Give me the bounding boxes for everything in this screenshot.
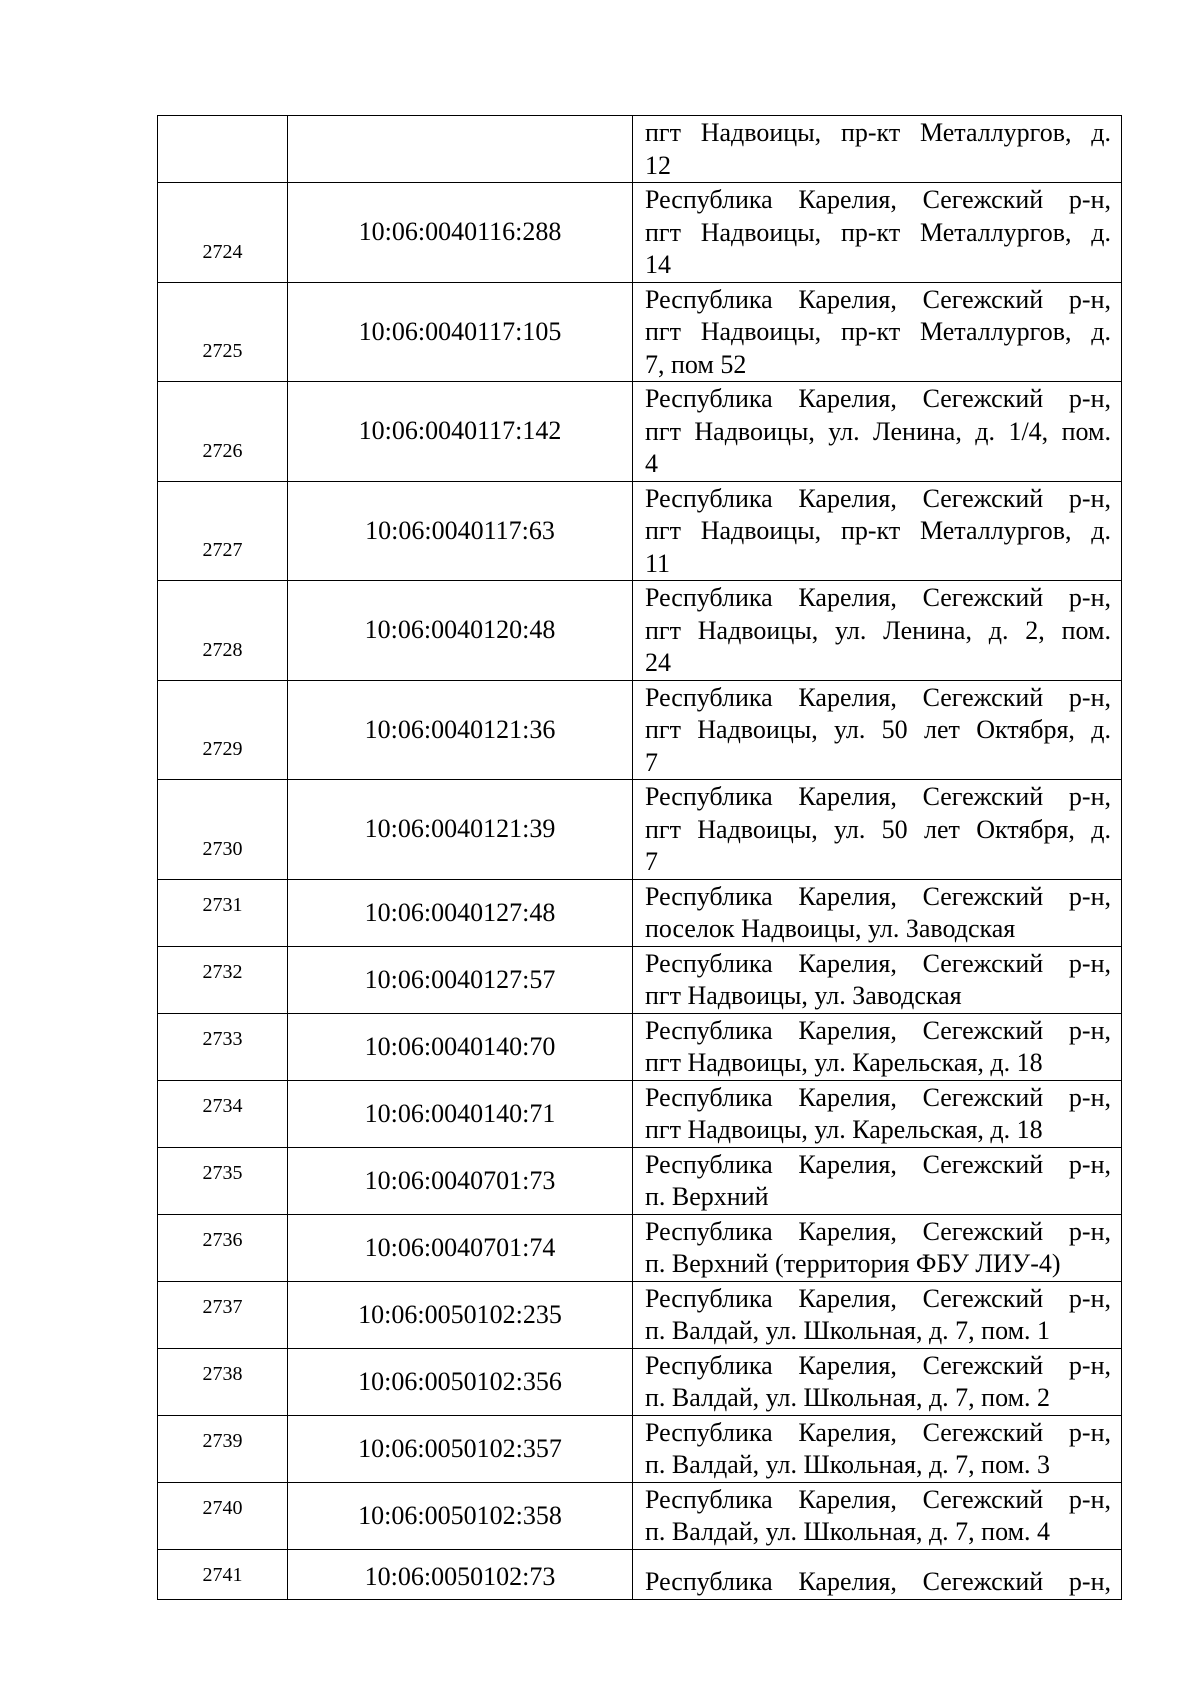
- row-number-cell: 2726: [158, 382, 288, 482]
- table-row: [158, 1549, 1122, 1599]
- address-cell: [633, 1348, 1122, 1415]
- cadastral-number-cell: 10:06:0050102:235: [288, 1281, 633, 1348]
- cadastral-number-cell: 10:06:0040140:71: [288, 1080, 633, 1147]
- address-line: Республика Карелия, Сегежский р-н,: [645, 1216, 1111, 1246]
- row-number-cell: [158, 116, 288, 183]
- table-row: [158, 1214, 1122, 1281]
- address-line: пгт Надвоицы, ул. Карельская, д. 18: [645, 1048, 1043, 1077]
- row-number-cell: 2735: [158, 1147, 288, 1214]
- address-line: Республика Карелия, Сегежский р-н,: [645, 682, 1111, 712]
- table-row: [158, 1415, 1122, 1482]
- address-line: п. Валдай, ул. Школьная, д. 7, пом. 2: [645, 1383, 1051, 1412]
- address-cell: [633, 183, 1122, 283]
- table-row: [158, 879, 1122, 946]
- table-row: [158, 116, 1122, 183]
- address-line: пгт Надвоицы, ул. Ленина, д. 1/4, пом.: [645, 416, 1111, 446]
- table-row: [158, 1348, 1122, 1415]
- cadastral-number-cell: 10:06:0050102:358: [288, 1482, 633, 1549]
- address-cell: [633, 382, 1122, 482]
- row-number-cell: 2734: [158, 1080, 288, 1147]
- address-line: 14: [645, 250, 671, 279]
- cadastral-number-cell: 10:06:0050102:73: [288, 1549, 633, 1599]
- table-row: [158, 680, 1122, 780]
- address-line: Республика Карелия, Сегежский р-н,: [645, 483, 1111, 513]
- address-line: Республика Карелия, Сегежский р-н,: [645, 284, 1111, 314]
- cadastral-number-cell: 10:06:0040127:48: [288, 879, 633, 946]
- row-number-cell: 2725: [158, 282, 288, 382]
- address-line: Республика Карелия, Сегежский р-н,: [645, 1149, 1111, 1179]
- cadastral-number-cell: 10:06:0040117:105: [288, 282, 633, 382]
- address-cell: [633, 879, 1122, 946]
- address-line: 7: [645, 847, 658, 876]
- address-line: п. Верхний (территория ФБУ ЛИУ-4): [645, 1249, 1061, 1278]
- address-line: Республика Карелия, Сегежский р-н,: [645, 1350, 1111, 1380]
- property-table: [157, 115, 1122, 1600]
- address-cell: [633, 481, 1122, 581]
- table-row: [158, 1281, 1122, 1348]
- row-number-cell: 2730: [158, 780, 288, 880]
- address-line: Республика Карелия, Сегежский р-н,: [645, 1082, 1111, 1112]
- address-line: Республика Карелия, Сегежский р-н,: [645, 1567, 1111, 1596]
- table-row: [158, 1147, 1122, 1214]
- row-number-cell: 2741: [158, 1549, 288, 1599]
- address-line: Республика Карелия, Сегежский р-н,: [645, 1015, 1111, 1045]
- address-line: Республика Карелия, Сегежский р-н,: [645, 1484, 1111, 1514]
- row-number-cell: 2738: [158, 1348, 288, 1415]
- address-line: 4: [645, 449, 658, 478]
- address-line: 7, пом 52: [645, 349, 747, 379]
- table-row: [158, 382, 1122, 482]
- address-line: п. Валдай, ул. Школьная, д. 7, пом. 4: [645, 1517, 1051, 1546]
- table-row: [158, 780, 1122, 880]
- table-row: [158, 1080, 1122, 1147]
- row-number-cell: 2739: [158, 1415, 288, 1482]
- row-number-cell: 2724: [158, 183, 288, 283]
- address-cell: [633, 1080, 1122, 1147]
- address-line: Республика Карелия, Сегежский р-н,: [645, 1417, 1111, 1447]
- address-line: Республика Карелия, Сегежский р-н,: [645, 881, 1111, 911]
- address-line: Республика Карелия, Сегежский р-н,: [645, 948, 1111, 978]
- address-line: пгт Надвоицы, пр-кт Металлургов, д.: [645, 118, 1111, 147]
- cadastral-number-cell: 10:06:0040140:70: [288, 1013, 633, 1080]
- cadastral-number-cell: [288, 116, 633, 183]
- address-line: пгт Надвоицы, ул. Карельская, д. 18: [645, 1115, 1043, 1144]
- address-line: Республика Карелия, Сегежский р-н,: [645, 1283, 1111, 1313]
- row-number-cell: 2729: [158, 680, 288, 780]
- address-line: пгт Надвоицы, пр-кт Металлургов, д.: [645, 317, 1111, 346]
- cadastral-number-cell: 10:06:0040120:48: [288, 581, 633, 681]
- address-cell: [633, 780, 1122, 880]
- cadastral-number-cell: 10:06:0050102:356: [288, 1348, 633, 1415]
- cadastral-number-cell: 10:06:0040117:63: [288, 481, 633, 581]
- address-line: 7: [645, 747, 658, 777]
- row-number-cell: 2731: [158, 879, 288, 946]
- address-cell: [633, 1214, 1122, 1281]
- row-number-cell: 2736: [158, 1214, 288, 1281]
- cadastral-number-cell: 10:06:0040121:36: [288, 680, 633, 780]
- table-row: [158, 1013, 1122, 1080]
- cadastral-number-cell: 10:06:0050102:357: [288, 1415, 633, 1482]
- row-number-cell: 2727: [158, 481, 288, 581]
- address-cell: [633, 1147, 1122, 1214]
- table-row: [158, 1482, 1122, 1549]
- address-line: Республика Карелия, Сегежский р-н,: [645, 384, 1111, 413]
- row-number-cell: 2732: [158, 946, 288, 1013]
- table-row: [158, 946, 1122, 1013]
- address-line: пгт Надвоицы, ул. 50 лет Октября, д.: [645, 814, 1111, 844]
- address-cell: [633, 282, 1122, 382]
- cadastral-number-cell: 10:06:0040701:73: [288, 1147, 633, 1214]
- cadastral-number-cell: 10:06:0040701:74: [288, 1214, 633, 1281]
- address-line: Республика Карелия, Сегежский р-н,: [645, 583, 1111, 612]
- table-row: [158, 282, 1122, 382]
- table-row: [158, 183, 1122, 283]
- cadastral-number-cell: 10:06:0040121:39: [288, 780, 633, 880]
- property-table-body: [158, 116, 1122, 1600]
- address-line: Республика Карелия, Сегежский р-н,: [645, 782, 1111, 811]
- address-cell: [633, 116, 1122, 183]
- address-cell: [633, 1482, 1122, 1549]
- address-line: п. Валдай, ул. Школьная, д. 7, пом. 3: [645, 1450, 1051, 1479]
- address-cell: [633, 1415, 1122, 1482]
- address-cell: [633, 1281, 1122, 1348]
- table-row: [158, 481, 1122, 581]
- address-line: пгт Надвоицы, ул. Ленина, д. 2, пом.: [645, 615, 1111, 645]
- cadastral-number-cell: 10:06:0040117:142: [288, 382, 633, 482]
- row-number-cell: 2737: [158, 1281, 288, 1348]
- address-line: 11: [645, 548, 671, 578]
- address-cell: [633, 1013, 1122, 1080]
- table-row: [158, 581, 1122, 681]
- address-cell: [633, 581, 1122, 681]
- cadastral-number-cell: 10:06:0040116:288: [288, 183, 633, 283]
- address-cell: [633, 1549, 1122, 1599]
- row-number-cell: 2728: [158, 581, 288, 681]
- address-line: пгт Надвоицы, пр-кт Металлургов, д.: [645, 516, 1111, 545]
- row-number-cell: 2740: [158, 1482, 288, 1549]
- address-cell: [633, 680, 1122, 780]
- address-line: п. Верхний: [645, 1182, 769, 1211]
- row-number-cell: 2733: [158, 1013, 288, 1080]
- address-line: пгт Надвоицы, ул. Заводская: [645, 981, 962, 1010]
- address-line: п. Валдай, ул. Школьная, д. 7, пом. 1: [645, 1316, 1051, 1345]
- address-line: 12: [645, 150, 671, 180]
- address-line: пгт Надвоицы, пр-кт Металлургов, д.: [645, 217, 1111, 247]
- cadastral-number-cell: 10:06:0040127:57: [288, 946, 633, 1013]
- address-cell: [633, 946, 1122, 1013]
- address-line: 24: [645, 648, 671, 677]
- address-line: Республика Карелия, Сегежский р-н,: [645, 185, 1111, 214]
- address-line: пгт Надвоицы, ул. 50 лет Октября, д.: [645, 715, 1111, 744]
- address-line: поселок Надвоицы, ул. Заводская: [645, 914, 1016, 943]
